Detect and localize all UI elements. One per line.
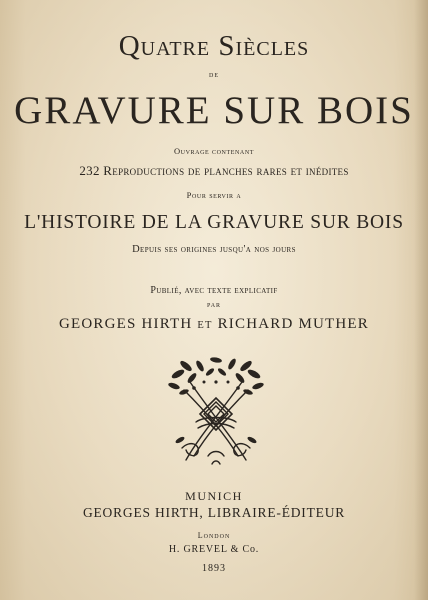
reproductions-line: 232 Reproductions de planches rares et inédites (79, 163, 349, 178)
depuis-line: Depuis ses origines jusqu'a nos jours (132, 244, 296, 255)
title-line-1: Quatre Siècles (118, 30, 310, 62)
imprint-publisher: GEORGES HIRTH, LIBRAIRE-ÉDITEUR (82, 505, 346, 520)
par-line: PAR (206, 303, 222, 309)
title-connector: DE (209, 73, 219, 79)
ouvrage-line: Ouvrage contenant (173, 146, 255, 156)
histoire-line: L'HISTOIRE DE LA GRAVURE SUR BOIS (24, 212, 404, 233)
publie-line: Publié, avec texte explicatif (150, 285, 278, 296)
pour-servir-line: Pour servir a (186, 190, 242, 200)
printers-device-vignette-icon (164, 352, 268, 470)
imprint-london: London (197, 531, 231, 540)
author-conjunction: ET (197, 320, 213, 331)
author-2: RICHARD MUTHER (217, 316, 369, 332)
title-line-2: GRAVURE SUR BOIS (14, 89, 414, 132)
authors-line (0, 316, 428, 333)
imprint-city: MUNICH (185, 489, 243, 503)
imprint-agent: H. GREVEL & Co. (168, 544, 260, 555)
author-1: GEORGES HIRTH (59, 316, 193, 332)
imprint-year: 1893 (202, 563, 226, 574)
